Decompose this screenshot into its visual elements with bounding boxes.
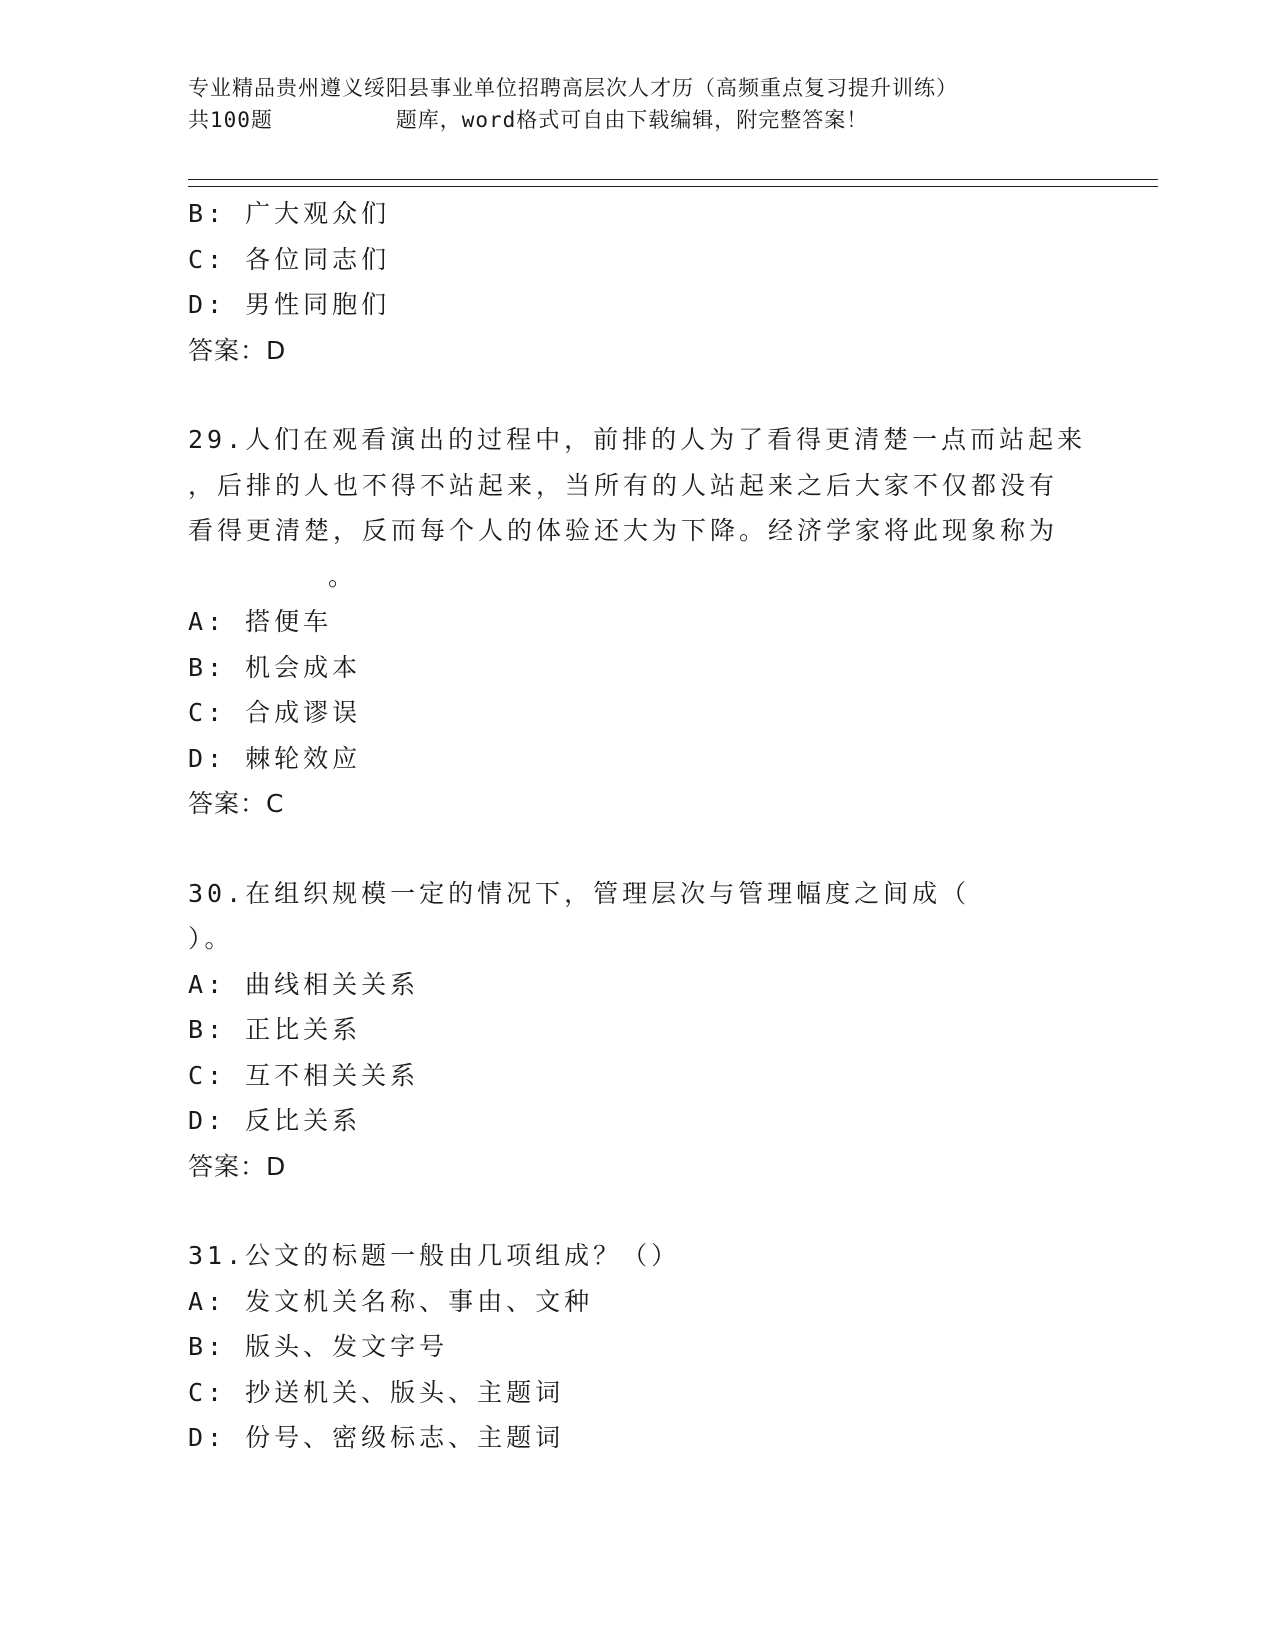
answer: 答案：C bbox=[188, 789, 285, 818]
answer: 答案：D bbox=[188, 1151, 287, 1181]
question-text: 29.人们在观看演出的过程中，前排的人为了看得更清楚一点而站起来 bbox=[188, 425, 1087, 454]
header-subtitle: 共100题 题库，word格式可自由下载编辑，附完整答案！ bbox=[188, 108, 869, 132]
option-a: A: 曲线相关关系 bbox=[188, 969, 420, 999]
question-31 bbox=[188, 1233, 1088, 1461]
option-c: C: 互不相关关系 bbox=[188, 1060, 420, 1090]
option-d: D: 份号、密级标志、主题词 bbox=[188, 1423, 565, 1452]
answer: 答案：D bbox=[188, 335, 287, 365]
question-text: 看得更清楚，反而每个人的体验还大为下降。经济学家将此现象称为 bbox=[188, 516, 1059, 545]
option-c: C: 合成谬误 bbox=[188, 698, 362, 727]
question-text: 30.在组织规模一定的情况下，管理层次与管理幅度之间成（ bbox=[188, 878, 971, 908]
header-double-rule bbox=[188, 179, 1158, 187]
option-b: B: 机会成本 bbox=[188, 652, 362, 682]
question-29 bbox=[188, 417, 1088, 827]
question-text: ，后排的人也不得不站起来，当所有的人站起来之后大家不仅都没有 bbox=[188, 470, 1059, 500]
option-c: C: 抄送机关、版头、主题词 bbox=[188, 1377, 565, 1407]
option-a: A: 搭便车 bbox=[188, 607, 333, 636]
option-d: D: 反比关系 bbox=[188, 1106, 362, 1135]
question-28-tail bbox=[188, 191, 1088, 373]
option-b: B: 版头、发文字号 bbox=[188, 1332, 449, 1361]
question-text: 31.公文的标题一般由几项组成？（） bbox=[188, 1241, 681, 1270]
header-title: 专业精品贵州遵义绥阳县事业单位招聘高层次人才历（高频重点复习提升训练） bbox=[188, 76, 958, 100]
question-30 bbox=[188, 871, 1088, 1190]
option-c: C: 各位同志们 bbox=[188, 244, 391, 274]
option-d: D: 男性同胞们 bbox=[188, 290, 391, 319]
question-text: ）。 bbox=[188, 924, 234, 953]
option-d: D: 棘轮效应 bbox=[188, 743, 362, 773]
question-blank: 。 bbox=[328, 561, 358, 591]
option-b: B: 正比关系 bbox=[188, 1015, 362, 1044]
page-header bbox=[188, 72, 1148, 136]
option-a: A: 发文机关名称、事由、文种 bbox=[188, 1286, 594, 1316]
question-list bbox=[188, 191, 1088, 1461]
option-b: B: 广大观众们 bbox=[188, 199, 391, 228]
